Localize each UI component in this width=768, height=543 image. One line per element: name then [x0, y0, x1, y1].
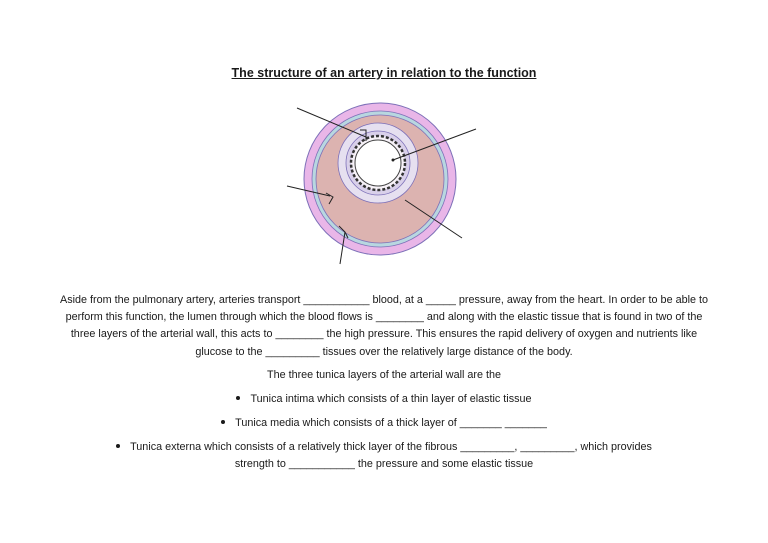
bullet-tunica-externa-continued: strength to ___________ the pressure and some elastic tissue [234, 458, 534, 470]
bullet-icon [221, 420, 225, 424]
page-title: The structure of an artery in relation to the function [231, 66, 537, 80]
bullet-text: Tunica intima which consists of a thin layer of elastic tissue [250, 393, 532, 405]
bullet-tunica-media [0, 415, 768, 432]
lumen [355, 140, 401, 186]
bullet-tunica-externa [0, 439, 768, 456]
bullet-icon [236, 396, 240, 400]
bullet-tunica-intima [0, 391, 768, 408]
bullet-text: Tunica externa which consists of a relatively thick layer of the fibrous _________, _________, which provides [130, 441, 652, 453]
artery-cross-section-diagram [280, 92, 490, 267]
bullet-text: Tunica media which consists of a thick layer of _______ _______ [235, 417, 547, 429]
tunica-intro: The three tunica layers of the arterial wall are the [266, 369, 502, 381]
body-paragraph: Aside from the pulmonary artery, arteries transport ___________ blood, at a _____ pressure, away from the heart. In order to be able to perform this function, the lumen through which the blood flows is ________ and along with the elastic tissue that is found in two of the three layers of the arterial wall, this acts to ________ the high pressure. This ensures the rapid delivery of oxygen and nutrients like glucose to the _________ tissues over the relatively large distance of the body. [60, 294, 708, 358]
bullet-icon [116, 444, 120, 448]
